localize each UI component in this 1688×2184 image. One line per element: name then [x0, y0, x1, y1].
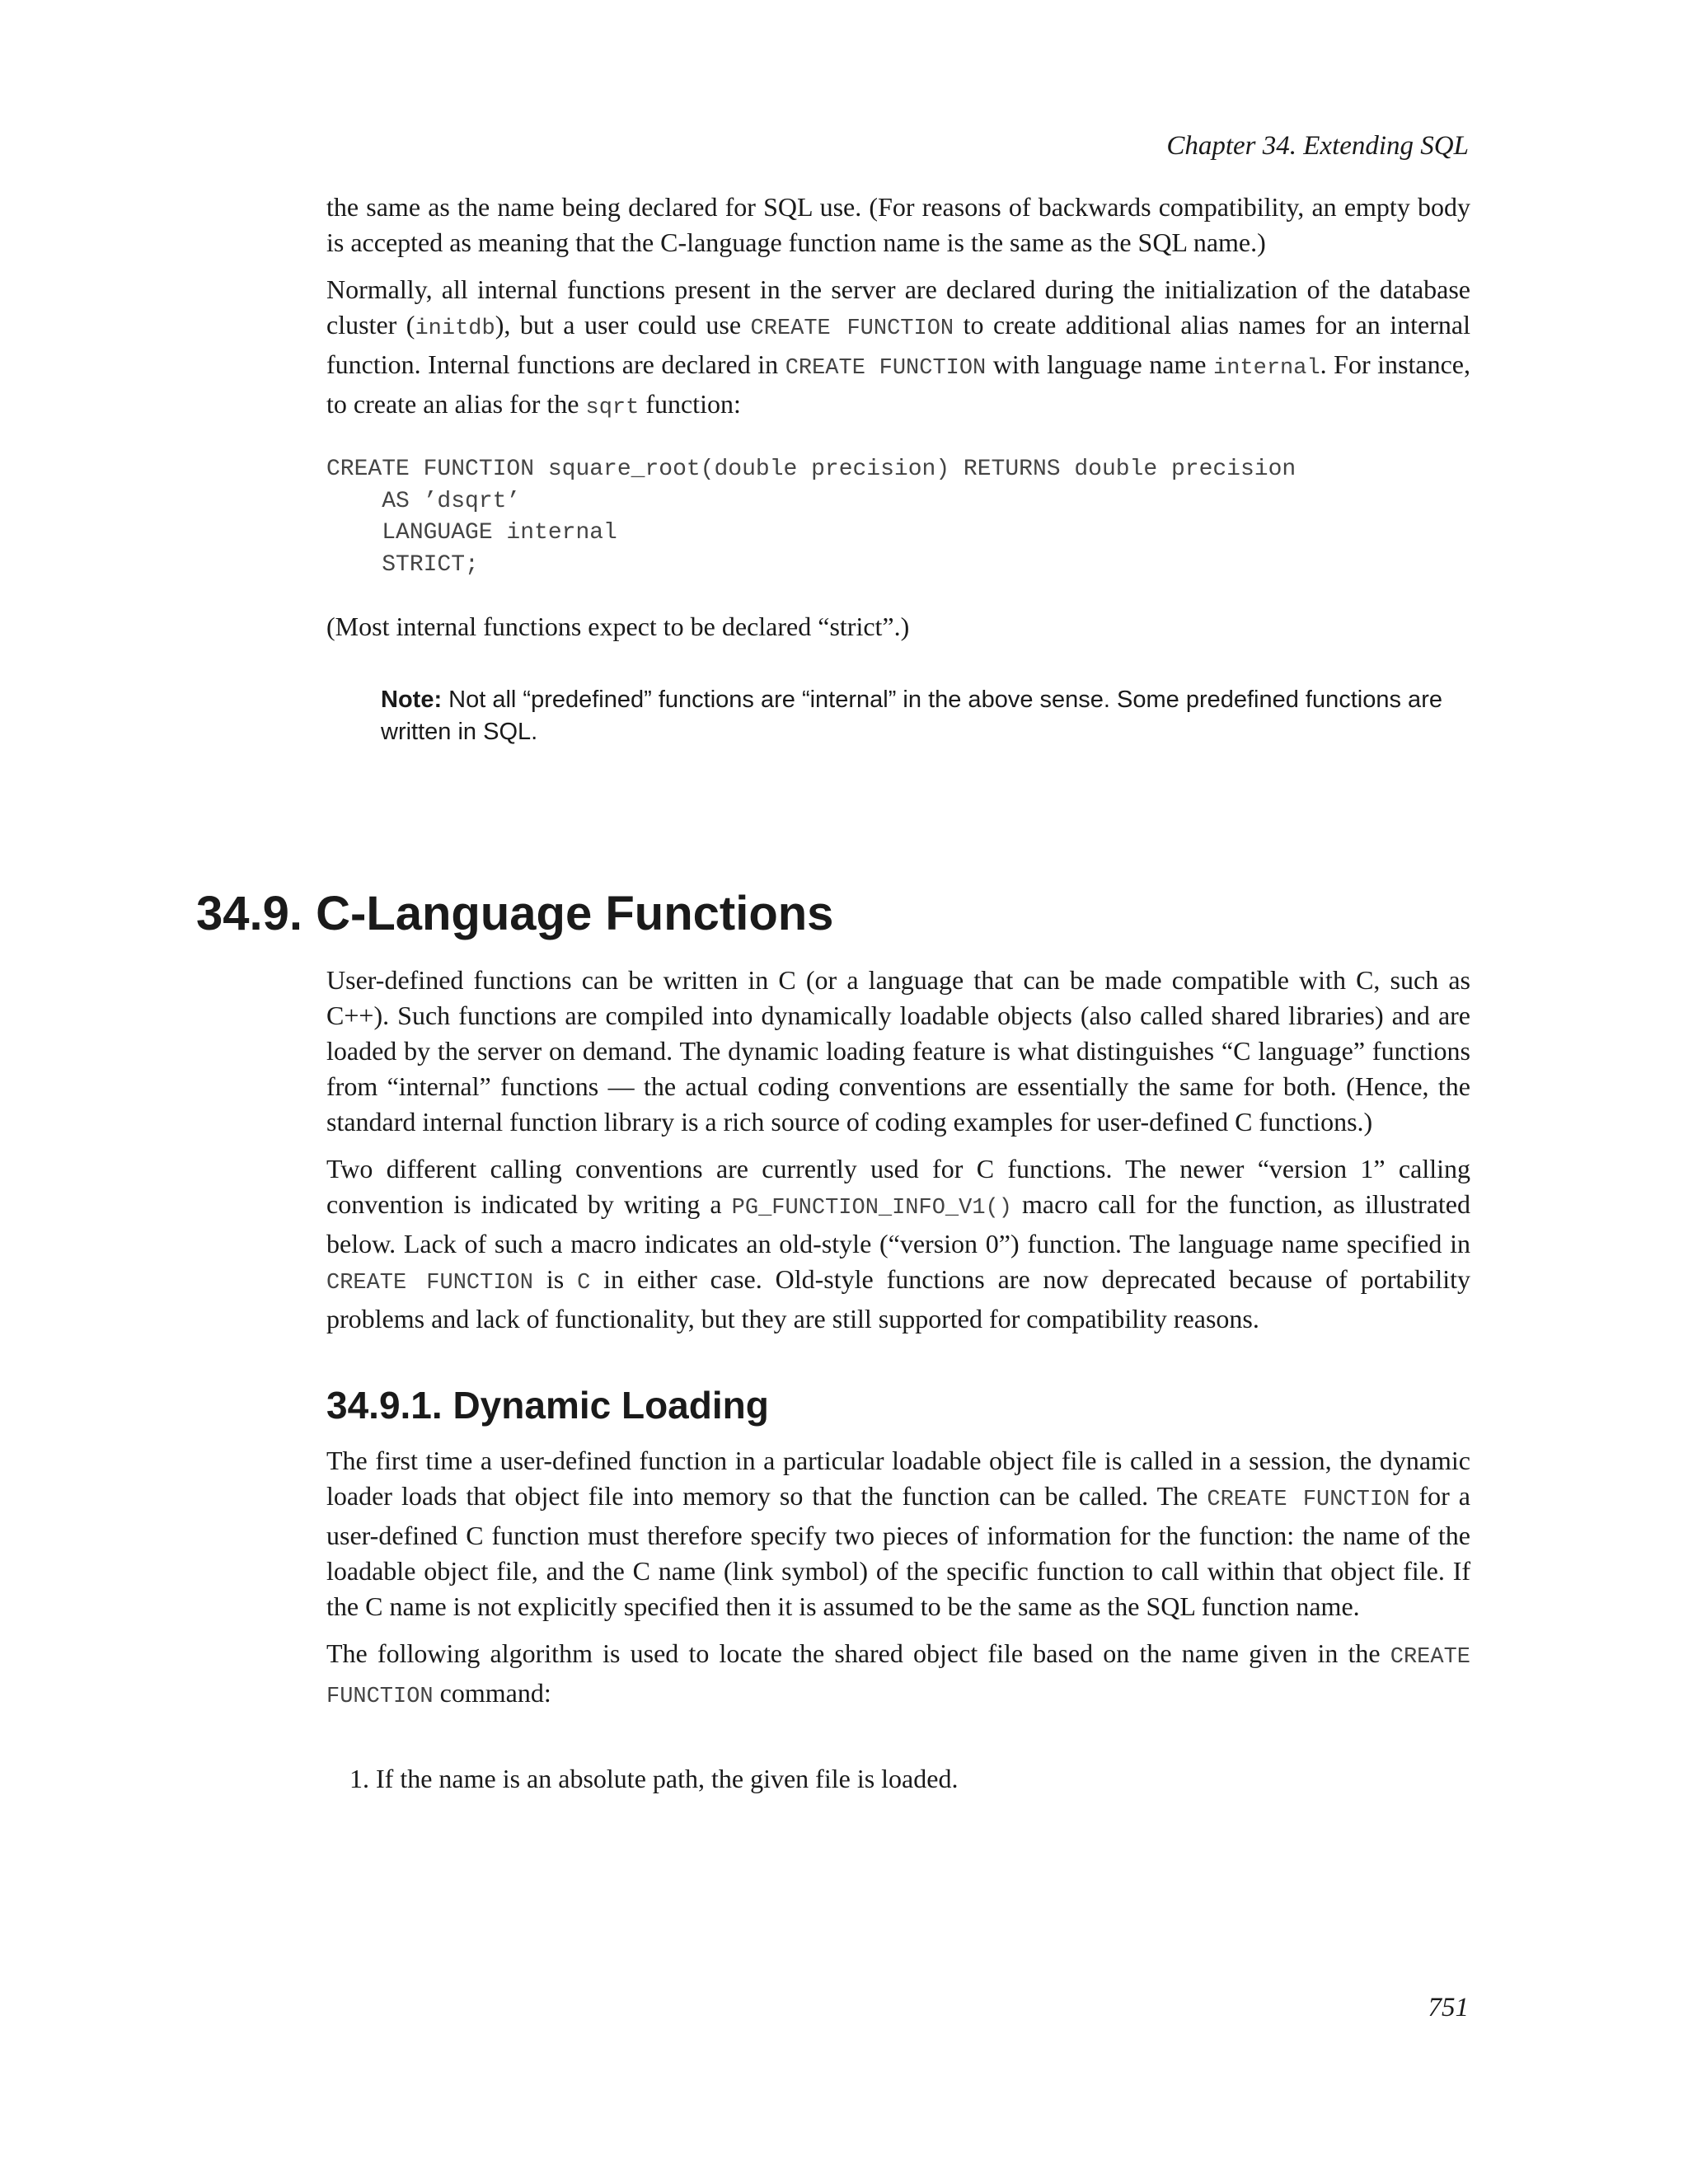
text-run: command: [433, 1678, 551, 1708]
text-run: macro call for the function, as illustrated below. Lack of such a macro indicates an old-style (“version 0”) function. The language name specified in [326, 1189, 1471, 1258]
page-number: 751 [1428, 1993, 1469, 2022]
section-heading: 34.9. C-Language Functions [196, 887, 834, 940]
text-run: Normally, all internal functions present in the server are declared during the initialization of the database cluster ( [326, 274, 1470, 340]
paragraph-dynamic-loading [326, 1443, 1470, 1624]
inline-code-create-function: CREATE FUNCTION [785, 356, 987, 381]
text-run: with language name [986, 349, 1214, 379]
text-run: ), but a user could use [495, 310, 751, 340]
text-run: The first time a user-defined function in a particular loadable object file is called in a session, the dynamic loader loads that object file into memory so that the function can be called. The [326, 1446, 1470, 1511]
text-run: to create additional alias names for an internal function. Internal functions are declared in [326, 310, 1471, 379]
text-run: in either case. Old-style functions are now deprecated because of portability problems and lack of functionality, but they are still supported for compatibility reasons. [326, 1264, 1471, 1333]
subsection-heading: 34.9.1. Dynamic Loading [326, 1384, 769, 1427]
text-run: . For instance, to create an alias for the [326, 349, 1470, 419]
note-box [381, 684, 1470, 748]
paragraph-internal-functions [326, 272, 1470, 426]
paragraph-strict: (Most internal functions expect to be declared “strict”.) [326, 612, 910, 641]
text-run: Two different calling conventions are currently used for C functions. The newer “version 1” calling convention is indicated by writing a [326, 1154, 1470, 1219]
paragraph-continuation: the same as the name being declared for SQL use. (For reasons of backwards compatibility, an empty body is accepted as meaning that the C-language function name is the same as the SQL name.) [326, 192, 1470, 257]
note-text: Not all “predefined” functions are “internal” in the above sense. Some predefined functions are written in SQL. [381, 687, 1442, 745]
list-item: 1. If the name is an absolute path, the given file is loaded. [376, 1761, 1470, 1797]
note-label: Note: [381, 687, 443, 713]
code-block-square-root: CREATE FUNCTION square_root(double precision) RETURNS double precision AS ’dsqrt’ LANGUAGE internal STRICT; [326, 457, 1296, 578]
inline-code-initdb: initdb [415, 316, 495, 341]
text-run: function: [639, 389, 741, 419]
inline-code-create-function: CREATE FUNCTION [750, 316, 954, 341]
text-run: The following algorithm is used to locate the shared object file based on the name given in the [326, 1638, 1390, 1669]
inline-code-internal: internal [1213, 356, 1320, 381]
inline-code-create-function: CREATE FUNCTION [326, 1645, 1470, 1710]
paragraph-calling-conventions [326, 1151, 1470, 1337]
inline-code-create-function: CREATE FUNCTION [326, 1271, 533, 1296]
section-body [326, 963, 1470, 1797]
text-run: for a user-defined C function must therefore specify two pieces of information for the function: the name of the loadable object file, and the C name (link symbol) of the specific function to call within that object file. If the C name is not explicitly specified then it is assumed to be the same as the SQL function name. [326, 1481, 1471, 1622]
inline-code-sqrt: sqrt [585, 396, 640, 420]
algorithm-list [326, 1761, 1470, 1797]
paragraph-c-functions-intro: User-defined functions can be written in C (or a language that can be made compatible with C, such as C++). Such functions are compiled into dynamically loadable objects (also called shared libraries) and are loaded by the server on demand. The dynamic loading feature is what distinguishes “C language” functions from “internal” functions — the actual coding conventions are essentially the same for both. (Hence, the standard internal function library is a rich source of coding examples for user-defined C functions.) [326, 965, 1470, 1137]
paragraph-algorithm [326, 1636, 1470, 1715]
inline-code-create-function: CREATE FUNCTION [1207, 1488, 1410, 1513]
inline-code-pg-function-info: PG_FUNCTION_INFO_V1() [731, 1196, 1012, 1221]
running-head: Chapter 34. Extending SQL [1166, 131, 1469, 161]
text-run: is [532, 1264, 578, 1294]
page-content-top [326, 190, 1470, 748]
inline-code-c: C [577, 1271, 591, 1296]
